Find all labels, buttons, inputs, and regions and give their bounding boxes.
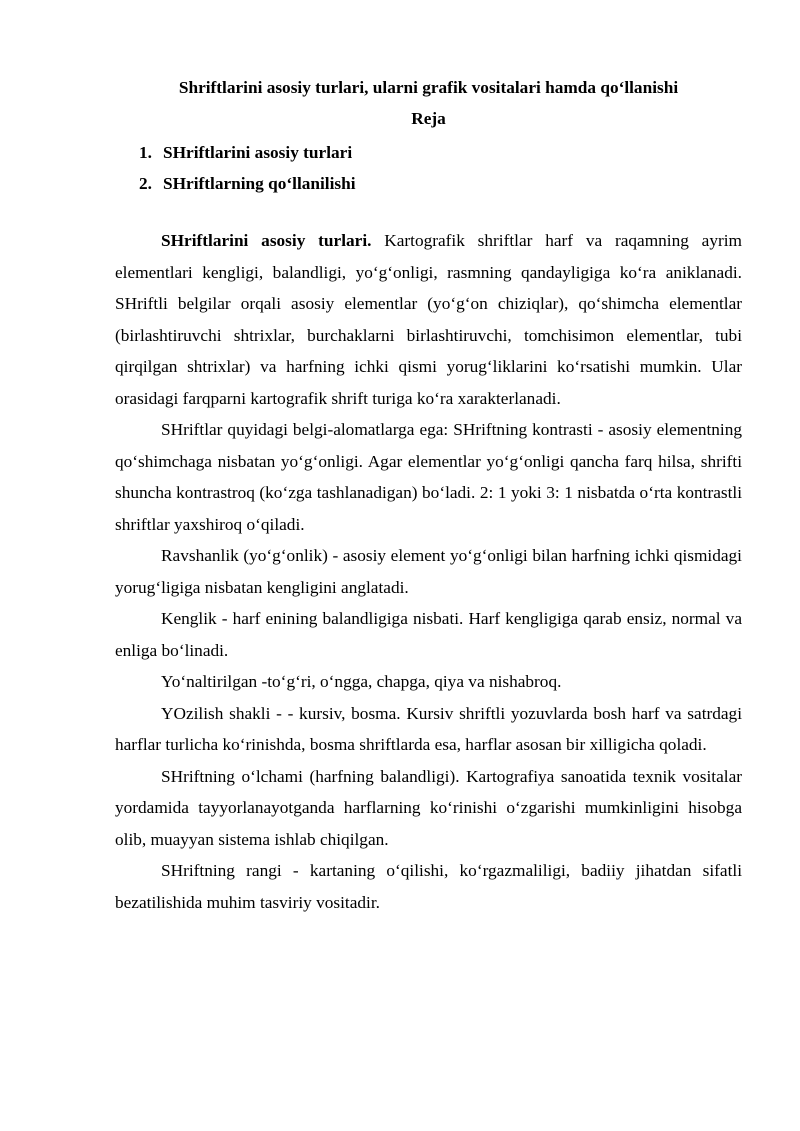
paragraph — [115, 603, 742, 666]
plan-item — [115, 168, 742, 199]
paragraph-text: SHriftning o‘lchami (harfning balandligi). Kartografiya sanoatida texnik vositalar yordamida tayyorlanayotganda harflarning ko‘rinishi o‘zgarishi mumkinligini hisobga olib, muayyan sistema ishlab chiqilgan. — [115, 766, 742, 849]
paragraph — [115, 225, 742, 414]
paragraph — [115, 540, 742, 603]
paragraph-text: Kartografik shriftlar harf va raqamning ayrim elementlari kengligi, balandligi, yo‘g‘onligi, rasmning qandayligiga ko‘ra aniklanadi. SHriftli belgilar orqali asosiy elementlar (yo‘g‘on chiziqlar), qo‘shimcha elementlar (birlashtiruvchi shtrixlar, burchaklarni birlashtiruvchi, tomchisimon elementlar, tubi qirqilgan shtrixlar) va harfning ichki qismi yorug‘liklarini ko‘rsatishi mumkin. Ular orasidagi farqparni kartografik shrift turiga ko‘ra xarakterlanadi. — [115, 231, 742, 408]
paragraph — [115, 761, 742, 856]
plan-list — [115, 137, 742, 199]
paragraph — [115, 414, 742, 540]
document-title: Shriftlarini asosiy turlari, ularni grafik vositalari hamda qo‘llanishi — [178, 78, 679, 97]
paragraph — [115, 855, 742, 918]
plan-item-text: SHriftlarning qo‘llanilishi — [163, 174, 356, 193]
paragraph-text: SHriftning rangi - kartaning o‘qilishi, ko‘rgazmaliligi, badiiy jihatdan sifatli bezatilishida muhim tasviriy vositadir. — [115, 861, 742, 912]
plan-item-number: 2. — [139, 174, 152, 193]
paragraph-text: Yo‘naltirilgan -to‘g‘ri, o‘ngga, chapga, qiya va nishabroq. — [161, 672, 562, 691]
plan-item-text: SHriftlarini asosiy turlari — [163, 143, 353, 162]
document-page — [115, 72, 742, 918]
plan-item-number: 1. — [139, 143, 152, 162]
section-heading: SHriftlarini asosiy turlari. — [161, 231, 372, 250]
paragraph-text: Ravshanlik (yo‘g‘onlik) - asosiy element yo‘g‘onligi bilan harfning ichki qismidagi yorug‘ligiga nisbatan kengligini anglatadi. — [115, 546, 742, 597]
section-spacer — [115, 199, 742, 225]
plan-item — [115, 137, 742, 168]
paragraph-text: YOzilish shakli - - kursiv, bosma. Kursiv shriftli yozuvlarda bosh harf va satrdagi harflar turlicha ko‘rinishda, bosma shriftlarda esa, harflar asosan bir xilligicha qoladi. — [115, 703, 742, 754]
paragraph-text: Kenglik - harf enining balandligiga nisbati. Harf kengligiga qarab ensiz, normal va enliga bo‘linadi. — [115, 609, 742, 660]
paragraph-text: SHriftlar quyidagi belgi-alomatlarga ega: SHriftning kontrasti - asosiy elementning qo‘shimchaga nisbatan yo‘g‘onligi. Agar elementlar yo‘g‘onligi qancha farq hilsa, shrifti shuncha kontrastroq (ko‘zga tashlanadigan) bo‘ladi. 2: 1 yoki 3: 1 nisbatda o‘rta kontrastli shriftlar yaxshiroq o‘qiladi. — [115, 420, 742, 534]
paragraph — [115, 698, 742, 761]
paragraph — [115, 666, 742, 698]
plan-heading: Reja — [411, 109, 446, 128]
